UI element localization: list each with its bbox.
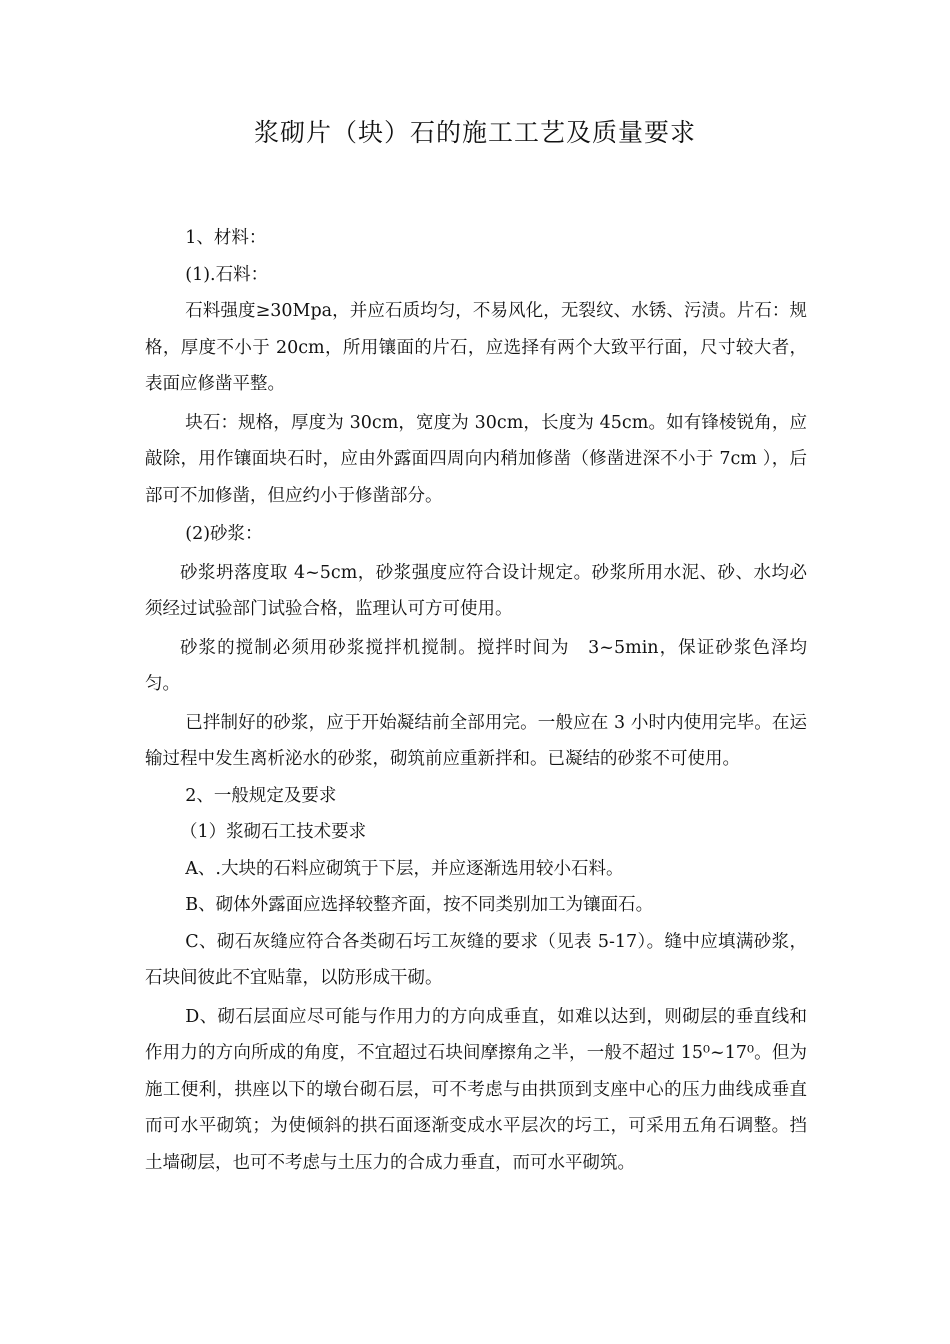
subsection-heading-mortar: (2)砂浆： bbox=[185, 524, 263, 544]
list-item-c: C、砌石灰缝应符合各类砌石圬工灰缝的要求（见表 5-17）。缝中应填满砂浆，石块间彼此不宜贴靠，以防形成干砌。 bbox=[145, 931, 807, 988]
section-heading-general: 2、一般规定及要求 bbox=[185, 785, 337, 806]
paragraph-stone-strength: 石料强度≥30Mpa，并应石质均匀，不易风化，无裂纹、水锈、污渍。片石：规格，厚度不小于 20cm，所用镶面的片石，应选择有两个大致平行面，尺寸较大者，表面应修凿平整。 bbox=[145, 301, 807, 394]
paragraph-mortar-mixing: 砂浆的搅制必须用砂浆搅拌机搅制。搅拌时间为 3~5min，保证砂浆色泽均匀。 bbox=[145, 637, 807, 694]
paragraph-block-stone: 块石：规格，厚度为 30cm，宽度为 30cm，长度为 45cm。如有锋棱锐角，应敲除，用作镶面块石时，应由外露面四周向内稍加修凿（修凿进深不小于 7cm ），后部可不加修凿，但应约小于修凿部分。 bbox=[145, 412, 807, 506]
list-item-b: B、砌体外露面应选择较整齐面，按不同类别加工为镶面石。 bbox=[185, 895, 654, 915]
paragraph-mortar-slump: 砂浆坍落度取 4~5cm，砂浆强度应符合设计规定。砂浆所用水泥、砂、水均必须经过试验部门试验合格，监理认可方可使用。 bbox=[145, 562, 807, 619]
list-item-a: A、.大块的石料应砌筑于下层，并应逐渐选用较小石料。 bbox=[185, 858, 624, 879]
subsection-heading-stone: (1).石料： bbox=[185, 264, 269, 285]
list-item-d: D、砌石层面应尽可能与作用力的方向成垂直，如难以达到，则砌层的垂直线和作用力的方向所成的角度，不宜超过石块间摩擦角之半，一般不超过 15⁰~17⁰。但为施工便利，拱座以下的墩台砌石层，可不考虑与由拱顶到支座中心的压力曲线成垂直而可水平砌筑；为使倾斜的拱石面逐渐变成水平层次的圬工，可采用五角石调整。挡土墙砌层，也可不考虑与土压力的合成力垂直，而可水平砌筑。 bbox=[145, 1006, 807, 1173]
section-heading-materials: 1、材料： bbox=[185, 228, 267, 248]
paragraph-mortar-usage: 已拌制好的砂浆，应于开始凝结前全部用完。一般应在 3 小时内使用完毕。在运输过程中发生离析泌水的砂浆，砌筑前应重新拌和。已凝结的砂浆不可使用。 bbox=[145, 712, 807, 769]
page-title: 浆砌片（块）石的施工工艺及质量要求 bbox=[253, 118, 696, 147]
document-body bbox=[145, 220, 807, 1181]
subsection-heading-masonry: （1）浆砌石工技术要求 bbox=[180, 822, 367, 842]
